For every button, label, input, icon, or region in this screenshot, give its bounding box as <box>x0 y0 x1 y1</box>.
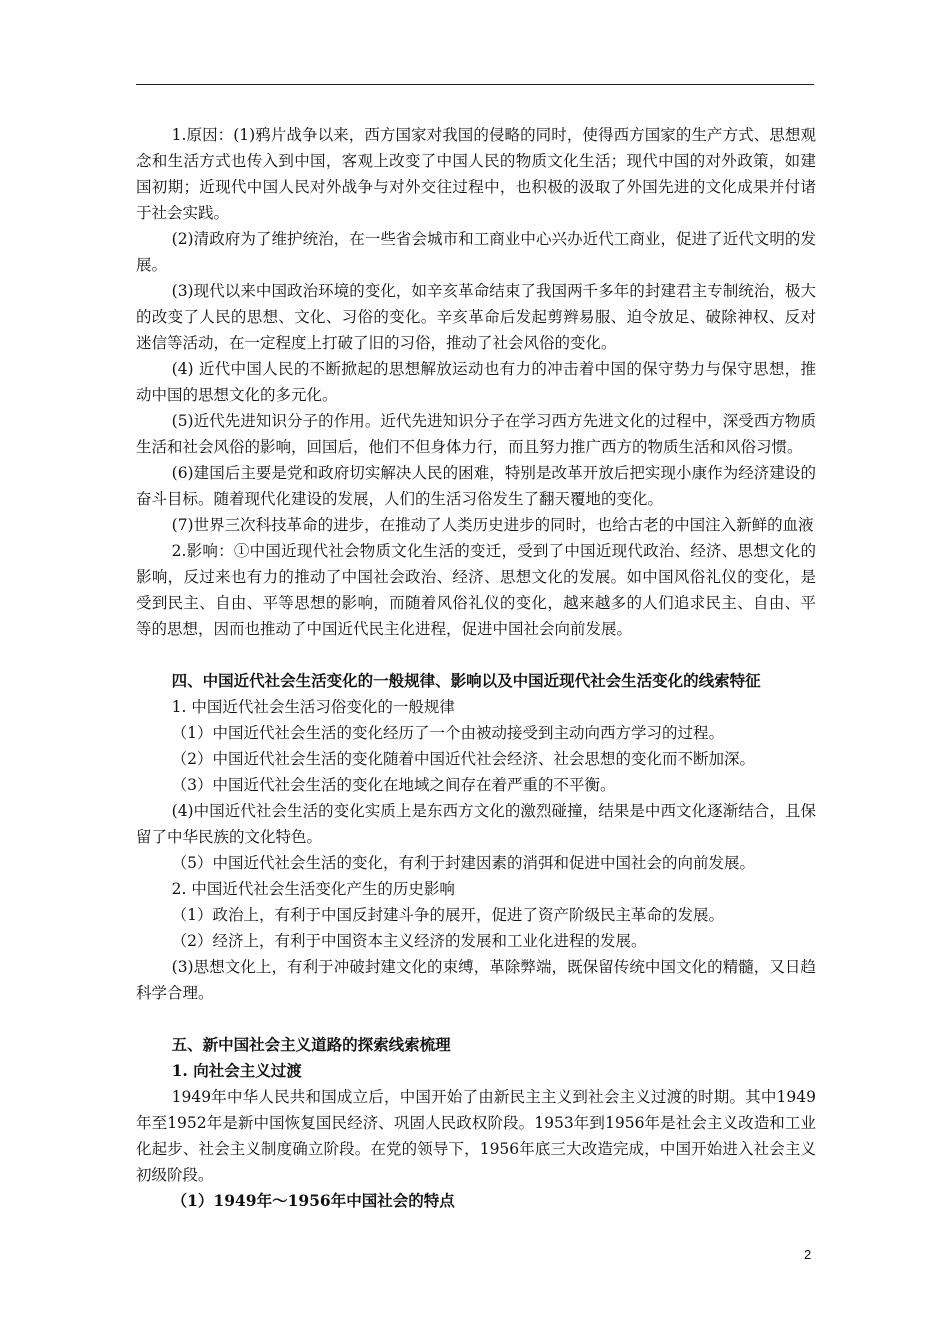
list-item-rule-5: （5）中国近代社会生活的变化，有利于封建因素的消弭和促进中国社会的向前发展。 <box>171 854 756 872</box>
list-item-impact-3: (3)思想文化上，有利于冲破封建文化的束缚，革除弊端，既保留传统中国文化的精髓，又日趋科学合理。 <box>136 958 816 1002</box>
paragraph-cause-4: (4) 近代中国人民的不断掀起的思想解放运动也有力的冲击着中国的保守势力与保守思想，推动中国的思想文化的多元化。 <box>136 360 816 404</box>
list-item-rule-1: （1）中国近代社会生活的变化经历了一个由被动接受到主动向西方学习的过程。 <box>171 724 725 742</box>
paragraph-cause-6: (6)建国后主要是党和政府切实解决人民的困难，特别是改革开放后把实现小康作为经济建设的奋斗目标。随着现代化建设的发展，人们的生活习俗发生了翻天覆地的变化。 <box>136 464 816 508</box>
list-item-rule-3: （3）中国近代社会生活的变化在地域之间存在着严重的不平衡。 <box>171 776 616 794</box>
list-item-rule-2: （2）中国近代社会生活的变化随着中国近代社会经济、社会思想的变化而不断加深。 <box>171 750 756 768</box>
paragraph-cause-2: (2)清政府为了维护统治，在一些省会城市和工商业中心兴办近代工商业，促进了近代文明的发展。 <box>136 230 816 274</box>
subheading-general-rules: 1. 中国近代社会生活习俗变化的一般规律 <box>171 698 455 716</box>
paragraph-transition: 1949年中华人民共和国成立后，中国开始了由新民主主义到社会主义过渡的时期。其中1949年至1952年是新中国恢复国民经济、巩固人民政权阶段。1953年到1956年是社会主义改造和工业化起步、社会主义制度确立阶段。在党的领导下，1956年底三大改造完成，中国开始进入社会主义初级阶段。 <box>136 1088 816 1184</box>
paragraph-cause-3: (3)现代以来中国政治环境的变化，如辛亥革命结束了我国两千多年的封建君主专制统治，极大的改变了人民的思想、文化、习俗的变化。辛亥革命后发起剪辫易服、迫令放足、破除神权、反对迷信等活动，在一定程度上打破了旧的习俗，推动了社会风俗的变化。 <box>136 282 816 352</box>
subheading-historical-impact: 2. 中国近代社会生活变化产生的历史影响 <box>171 880 455 898</box>
section-heading-4: 四、中国近代社会生活变化的一般规律、影响以及中国近现代社会生活变化的线索特征 <box>171 671 761 690</box>
list-item-impact-1: （1）政治上，有利于中国反封建斗争的展开，促进了资产阶级民主革命的发展。 <box>171 906 725 924</box>
paragraph-cause-7: (7)世界三次科技革命的进步，在推动了人类历史进步的同时，也给古老的中国注入新鲜的血液 <box>171 516 814 534</box>
header-rule <box>136 84 814 85</box>
section-heading-5: 五、新中国社会主义道路的探索线索梳理 <box>171 1035 451 1054</box>
subheading-transition: 1. 向社会主义过渡 <box>171 1061 302 1080</box>
subheading-1949-1956: （1）1949年～1956年中国社会的特点 <box>171 1191 455 1210</box>
page-number: 2 <box>804 1247 812 1262</box>
spacer <box>136 1006 816 1032</box>
list-item-impact-2: （2）经济上，有利于中国资本主义经济的发展和工业化进程的发展。 <box>171 932 647 950</box>
list-item-rule-4: (4)中国近代社会生活的变化实质上是东西方文化的激烈碰撞，结果是中西文化逐渐结合，且保留了中华民族的文化特色。 <box>136 802 816 846</box>
paragraph-cause-5: (5)近代先进知识分子的作用。近代先进知识分子在学习西方先进文化的过程中，深受西方物质生活和社会风俗的影响，回国后，他们不但身体力行，而且努力推广西方的物质生活和风俗习惯。 <box>136 412 816 456</box>
document-body <box>136 122 816 1214</box>
spacer <box>136 642 816 668</box>
paragraph-influence: 2.影响：①中国近现代社会物质文化生活的变迁，受到了中国近现代政治、经济、思想文化的影响，反过来也有力的推动了中国社会政治、经济、思想文化的发展。如中国风俗礼仪的变化，是受到民主、自由、平等思想的影响，而随着风俗礼仪的变化，越来越多的人们追求民主、自由、平等的思想，因而也推动了中国近代民主化进程，促进中国社会向前发展。 <box>136 542 816 638</box>
paragraph-causes: 1.原因：(1)鸦片战争以来，西方国家对我国的侵略的同时，使得西方国家的生产方式、思想观念和生活方式也传入到中国，客观上改变了中国人民的物质文化生活；现代中国的对外政策，如建国初期；近现代中国人民对外战争与对外交往过程中，也积极的汲取了外国先进的文化成果并付诸于社会实践。 <box>136 126 816 222</box>
